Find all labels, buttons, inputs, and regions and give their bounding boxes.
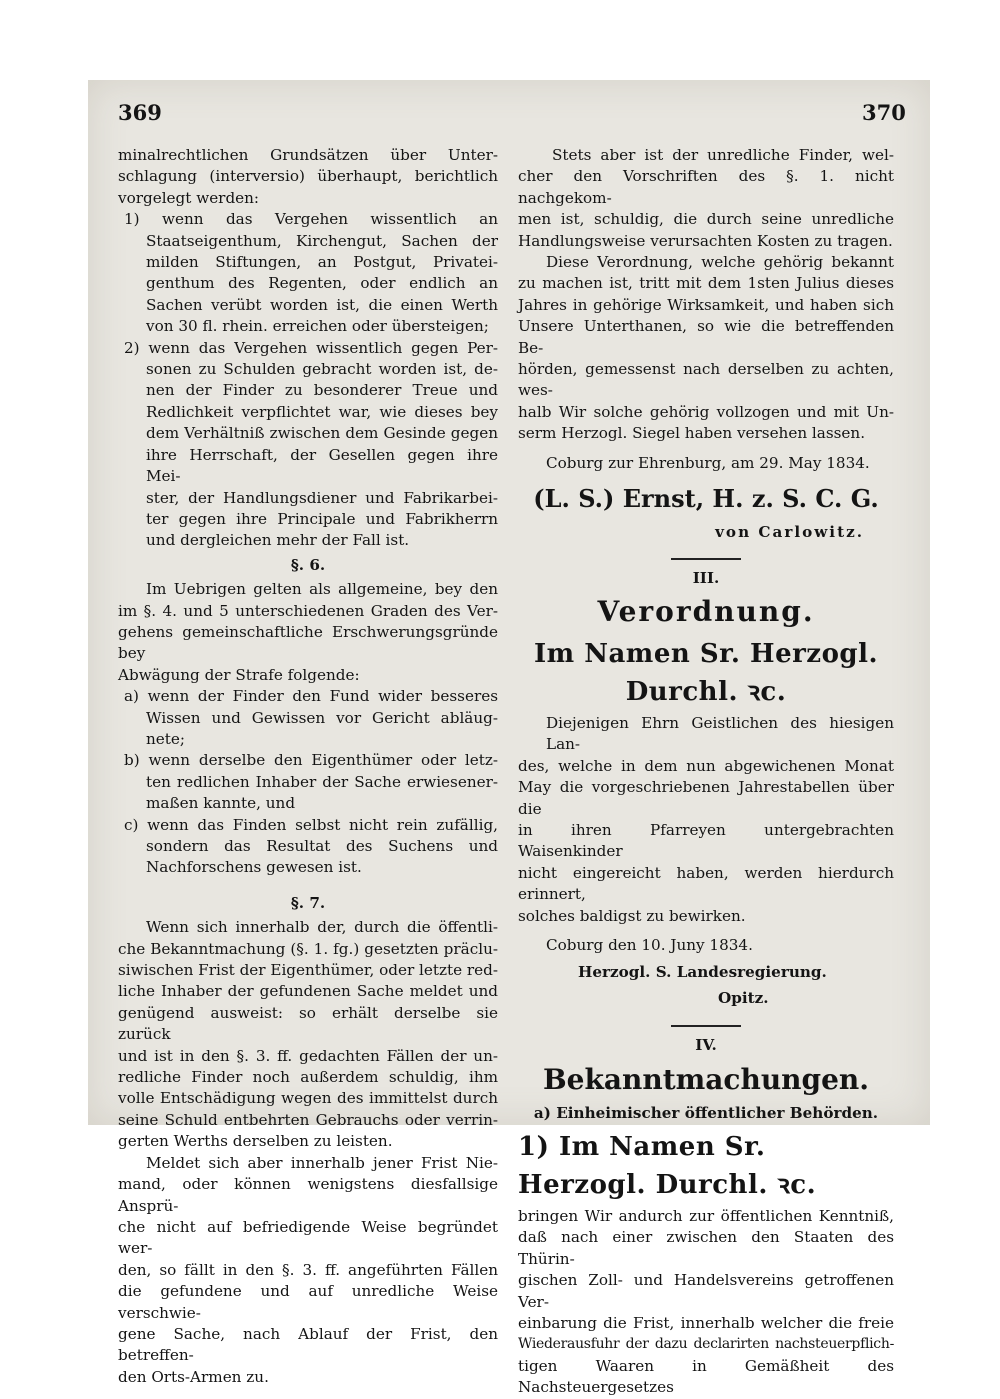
text-line: dem Verhältniß zwischen dem Gesinde gegen [146,424,498,443]
text-line: liche Inhaber der gefundenen Sache meldet und [118,982,498,1001]
divider-rule [671,1025,741,1027]
left-column [118,145,498,1388]
text-line: gerten Werths derselben zu leisten. [118,1132,393,1151]
place-date-2: Coburg den 10. Juny 1834. [546,935,753,954]
text-line: siwischen Frist der Eigenthümer, oder letzte red- [118,961,499,980]
heading-im-namen: Im Namen Sr. Herzogl. Durchl. ꝛc. [533,638,879,707]
text-line: maßen kannte, und [146,794,296,813]
paragraph-7a [118,917,498,1152]
text-line: einbarung die Frist, innerhalb welcher die freie [518,1314,894,1333]
text-line: ihre Herrschaft, der Gesellen gegen ihre Mei- [146,445,498,486]
text-line: b) wenn derselbe den Eigenthümer oder letz- [124,751,498,770]
text-line: Wissen und Gewissen vor Gericht abläug- [146,708,498,727]
heading-im-namen-2: 1) Im Namen Sr. Herzogl. Durchl. ꝛc. [518,1132,817,1200]
text-line: bringen Wir andurch zur öffentlichen Kenntniß, [518,1207,894,1225]
text-line: ster, der Handlungsdiener und Fabrikarbei- [146,488,498,507]
text-line: serm Herzogl. Siegel haben versehen lassen. [518,424,866,443]
text-line: minalrechtlichen Grundsätzen über Unter- [118,146,498,164]
heading-verordnung: Verordnung. [597,594,815,628]
text-line: sondern das Resultat des Suchens und [146,837,498,855]
paragraph-6 [118,579,498,686]
paragraph-enactment [518,252,894,445]
text-line: in ihren Pfarreyen untergebrachten Waisenkinder [518,820,894,861]
text-line: che nicht auf befriedigende Weise begründet wer- [118,1217,498,1258]
list-item-2 [118,338,498,552]
text-line: ten redlichen Inhaber der Sache erwiesener- [146,772,498,791]
text-line: Sachen verübt worden ist, die einen Werth [146,295,498,314]
text-line: volle Entschädigung wegen des immittelst durch [118,1089,498,1108]
text-line: Abwägung der Strafe folgende: [118,665,360,684]
text-line: nen der Finder zu besonderer Treue und [146,381,498,400]
countersigner: von Carlowitz. [715,523,864,542]
text-line: Stets aber ist der unredliche Finder, wel- [552,146,894,164]
text-line: vorgelegt werden: [118,188,260,207]
text-line: im §. 4. und 5 unterschiedenen Graden des Ver- [118,601,498,620]
text-line: schlagung (interversio) überhaupt, berichtlich [118,167,498,186]
heading-bekanntmachungen: Bekanntmachungen. [542,1062,870,1096]
text-line: von 30 fl. rhein. erreichen oder übersteigen; [146,317,489,336]
text-line: nete; [146,729,185,748]
seal-signature: (L. S.) Ernst, H. z. S. C. G. [533,484,879,514]
text-line: gene Sache, nach Ablauf der Frist, den betreffen- [118,1324,498,1365]
paragraph-orphans [518,713,894,927]
text-line: die gefundene und auf unredliche Weise verschwie- [118,1282,498,1322]
signer-2: Opitz. [718,988,769,1007]
text-line: 2) wenn das Vergehen wissentlich gegen Per- [124,338,498,357]
list-item-1 [118,209,498,337]
text-line: Diejenigen Ehrn Geistlichen des hiesigen Lan- [546,713,894,754]
paragraph-costs [518,145,894,252]
paragraph-customs [518,1206,894,1399]
text-line: zu machen ist, tritt mit dem 1sten Julius dieses [518,274,894,293]
text-line: des, welche in dem nun abgewichenen Monat [518,756,894,775]
text-line: Unsere Unterthanen, so wie die betreffenden Be- [518,317,894,357]
text-line: mand, oder können wenigstens diesfallsige Ansprü- [118,1175,498,1215]
text-line: sonen zu Schulden gebracht worden ist, de- [146,360,498,379]
text-line: und dergleichen mehr der Fall ist. [146,531,410,550]
text-line: c) wenn das Finden selbst nicht rein zufällig, [124,815,498,834]
text-line: Im Uebrigen gelten als allgemeine, bey den [146,580,498,599]
text-line: seine Schuld entbehrten Gebrauchs oder verrin- [118,1110,498,1129]
text-line: Wiederausfuhr der dazu declarirten nachsteuerpflich- [518,1336,894,1353]
text-line: genthum des Regenten, oder endlich an [146,274,498,293]
section-number-3: III. [692,568,720,587]
text-line: che Bekanntmachung (§. 1. fg.) gesetzten präclu- [118,939,498,958]
text-line: May die vorgeschriebenen Jahrestabellen über die [518,778,894,818]
section-heading-6: §. 6. [290,555,326,574]
text-line: halb Wir solche gehörig vollzogen und mit Un- [518,402,894,421]
text-line: gehens gemeinschaftliche Erschwerungsgründe bey [118,622,498,663]
text-line: den, so fällt in den §. 3. ff. angeführten Fällen [118,1260,498,1279]
text-line: milden Stiftungen, an Postgut, Privatei- [146,253,498,272]
text-line: Redlichkeit verpflichtet war, wie dieses bey [146,402,498,421]
text-line: Nachforschens gewesen ist. [146,858,362,877]
intro-paragraph [118,145,498,209]
text-line: cher den Vorschriften des §. 1. nicht nachgekom- [518,167,894,207]
place-date: Coburg zur Ehrenburg, am 29. May 1834. [546,453,870,472]
text-line: nicht eingereicht haben, werden hierdurch erinnert, [518,863,894,904]
issuing-authority: Herzogl. S. Landesregierung. [578,963,827,982]
text-line: a) wenn der Finder den Fund wider besseres [124,687,498,706]
section-heading-7: §. 7. [290,893,326,912]
text-line: Wenn sich innerhalb der, durch die öffentli- [146,918,498,937]
text-line: Handlungsweise verursachten Kosten zu tragen. [518,231,893,250]
text-line: tigen Waaren in Gemäßheit des Nachsteuergesetzes [518,1356,894,1397]
text-line: Jahres in gehörige Wirksamkeit, und haben sich [518,295,894,314]
text-line: 1) wenn das Vergehen wissentlich an [124,210,498,229]
right-column [518,145,894,1399]
list-item-b [118,750,498,814]
text-line: und ist in den §. 3. ff. gedachten Fällen der un- [118,1046,498,1065]
text-line: men ist, schuldig, die durch seine unredliche [518,210,894,229]
text-line: hörden, gemessenst nach derselben zu achten, wes- [518,360,894,400]
text-line: den Orts-Armen zu. [118,1367,269,1386]
text-line: genügend ausweist: so erhält derselbe sie zurück [118,1003,498,1044]
text-line: gischen Zoll- und Handelsvereins getroffenen Ver- [518,1271,894,1311]
list-item-a [118,686,498,750]
divider-rule [671,558,741,560]
text-line: daß nach einer zwischen den Staaten des Thürin- [518,1228,894,1268]
text-line: ter gegen ihre Principale und Fabrikherrn [146,509,498,528]
text-line: Meldet sich aber innerhalb jener Frist Nie- [146,1153,498,1172]
text-line: Staatseigenthum, Kirchengut, Sachen der [146,231,498,250]
text-line: Diese Verordnung, welche gehörig bekannt [546,253,894,272]
page-number-right: 370 [862,100,906,125]
text-line: redliche Finder noch außerdem schuldig, ihm [118,1068,498,1087]
list-item-c [118,815,498,879]
page-number-left: 369 [118,100,162,125]
subheading-a: a) Einheimischer öffentlicher Behörden. [533,1103,879,1122]
text-line: solches baldigst zu bewirken. [518,906,746,925]
paragraph-7b [118,1153,498,1388]
section-number-4: IV. [695,1036,717,1055]
